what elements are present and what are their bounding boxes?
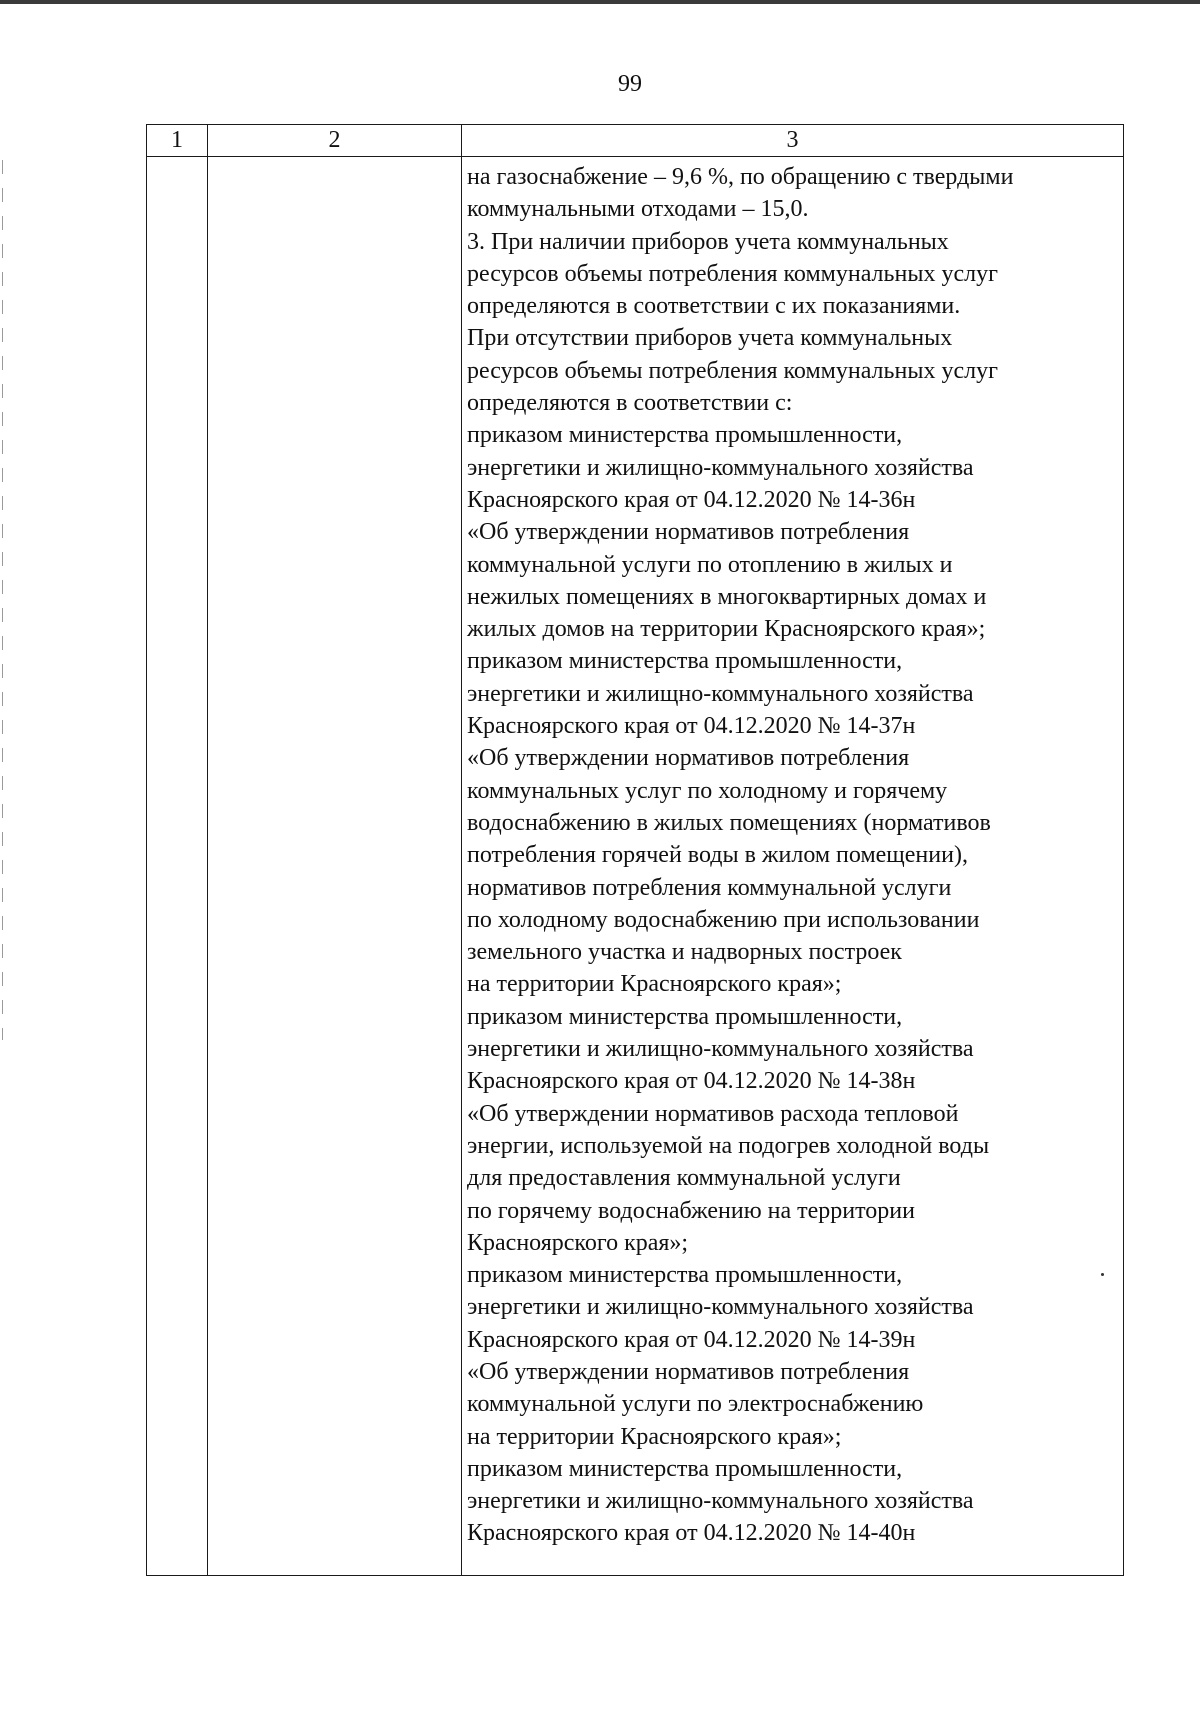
cell-col-3	[462, 157, 1124, 1576]
text-line: приказом министерства промышленности,	[467, 648, 903, 675]
text-line: «Об утверждении нормативов расхода тепловой	[467, 1100, 959, 1127]
text-line: приказом министерства промышленности,	[467, 1262, 903, 1289]
text-line: по холодному водоснабжению при использовании	[467, 906, 980, 933]
text-line: нежилых помещениях в многоквартирных домах и	[467, 583, 987, 610]
text-line: ресурсов объемы потребления коммунальных услуг	[467, 260, 998, 287]
text-line: коммунальными отходами – 15,0.	[467, 196, 809, 223]
text-line: коммунальной услуги по отоплению в жилых и	[467, 551, 953, 578]
text-line: Красноярского края от 04.12.2020 № 14-38н	[467, 1068, 916, 1095]
text-line: жилых домов на территории Красноярского края»;	[467, 616, 986, 643]
page-number: 99	[618, 71, 642, 97]
text-line: коммунальной услуги по электроснабжению	[467, 1391, 924, 1418]
text-line: водоснабжению в жилых помещениях (нормативов	[467, 809, 991, 836]
text-line: ресурсов объемы потребления коммунальных услуг	[467, 357, 998, 384]
text-line: энергетики и жилищно-коммунального хозяйства	[467, 1036, 974, 1063]
text-line: приказом министерства промышленности,	[467, 422, 903, 449]
text-line: определяются в соответствии с:	[467, 390, 793, 417]
text-line: на территории Красноярского края»;	[467, 971, 842, 998]
text-line: приказом министерства промышленности,	[467, 1455, 903, 1482]
document-table	[146, 124, 1124, 1576]
text-line: энергетики и жилищно-коммунального хозяйства	[467, 680, 974, 707]
cell-col-1	[147, 157, 208, 1576]
text-line: по горячему водоснабжению на территории	[467, 1197, 915, 1224]
text-line: энергетики и жилищно-коммунального хозяйства	[467, 454, 974, 481]
text-line: нормативов потребления коммунальной услуги	[467, 874, 952, 901]
text-line: При отсутствии приборов учета коммунальных	[467, 325, 953, 352]
header-cell-col-1: 1	[147, 125, 208, 157]
cell-col-2	[208, 157, 462, 1576]
text-line: «Об утверждении нормативов потребления	[467, 745, 910, 772]
text-line: на территории Красноярского края»;	[467, 1423, 842, 1450]
text-line: энергии, используемой на подогрев холодной воды	[467, 1132, 990, 1159]
text-line: земельного участка и надворных построек	[467, 939, 902, 966]
text-line: на газоснабжение – 9,6 %, по обращению с твердыми	[467, 164, 1014, 190]
text-line: Красноярского края от 04.12.2020 № 14-39н	[467, 1326, 916, 1353]
table-row	[147, 157, 1124, 1576]
text-line: приказом министерства промышленности,	[467, 1003, 903, 1030]
text-line: 3. При наличии приборов учета коммунальных	[467, 228, 949, 255]
text-line: потребления горячей воды в жилом помещении),	[467, 842, 968, 869]
text-line: коммунальных услуг по холодному и горячему	[467, 777, 948, 804]
text-line: Красноярского края от 04.12.2020 № 14-40н	[467, 1520, 916, 1547]
scan-speck	[1101, 1273, 1104, 1276]
text-line: энергетики и жилищно-коммунального хозяйства	[467, 1294, 974, 1321]
header-cell-col-3: 3	[462, 125, 1124, 157]
left-margin-scan-mark	[2, 160, 3, 1040]
text-line: «Об утверждении нормативов потребления	[467, 519, 910, 546]
text-line: Красноярского края»;	[467, 1229, 689, 1256]
table-header-row	[147, 125, 1124, 157]
text-line: «Об утверждении нормативов потребления	[467, 1358, 910, 1385]
text-line: определяются в соответствии с их показаниями.	[467, 293, 961, 320]
text-line: Красноярского края от 04.12.2020 № 14-37н	[467, 713, 916, 740]
text-line: для предоставления коммунальной услуги	[467, 1165, 901, 1192]
top-scan-border	[0, 0, 1200, 4]
cell-col-3-text	[462, 157, 1123, 1550]
text-line: энергетики и жилищно-коммунального хозяйства	[467, 1488, 974, 1515]
text-line: Красноярского края от 04.12.2020 № 14-36н	[467, 486, 916, 513]
header-cell-col-2: 2	[208, 125, 462, 157]
